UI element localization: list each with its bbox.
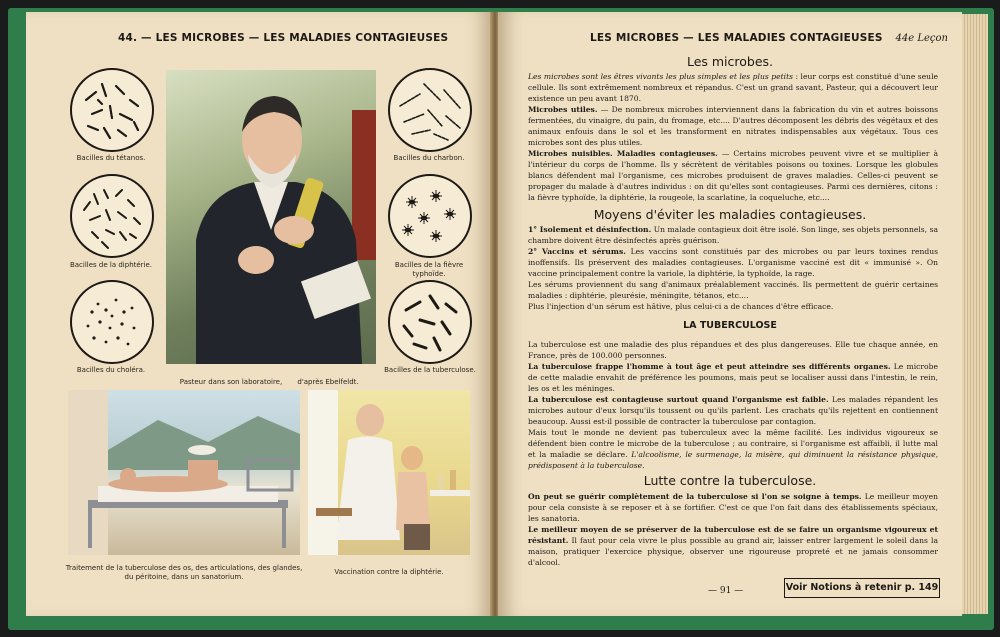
- pasteur-illustration: [166, 70, 376, 364]
- tetanos-bacilli-illustration: [70, 68, 154, 152]
- caption-pasteur: Pasteur dans son laboratoire,: [179, 378, 283, 386]
- para-microbes-utiles: Microbes utiles. — De nombreux microbes interviennent dans la fabrication du vin et autres boissons fermentées, du vinaigre, du pain, du fromage, etc.... D'autres décomposent les débris des végétaux et des animaux enfouis dans le sol et les transforment en nitrates indispensables aux végétaux. Tous ces microbes sont des plus utiles.: [528, 105, 938, 147]
- caption-vaccination: Vaccination contre la diphtérie.: [334, 568, 444, 576]
- diphterie-bacilli-illustration: [70, 174, 154, 258]
- heading-moyens: Moyens d'éviter les maladies contagieuses.: [593, 207, 867, 222]
- caption-diphterie: Bacilles de la diphtérie.: [69, 261, 153, 269]
- right-page: [498, 12, 962, 616]
- para-tuberculose-intro: La tuberculose est une maladie des plus répandues et des plus dangereuses. Elle tue chaque année, en France, près de 100.000 personnes.: [528, 340, 938, 360]
- para-tuberculose-contagieuse: La tuberculose est contagieuse surtout quand l'organisme est faible. Les malades répandent les microbes autour d'eux lorsqu'ils toussent ou qu'ils parlent. Les crachats qu'ils rejettent en contiennent beaucoup. Aussi est-il possible de contracter la tuberculose par contagion.: [528, 395, 939, 426]
- caption-credit: d'après Ebelfeldt.: [297, 378, 359, 386]
- heading-tuberculose: LA TUBERCULOSE: [683, 320, 777, 331]
- para-microbes-intro: Les microbes sont les êtres vivants les plus simples et les plus petits : leur corps est constitué d'une seule cellule. Ils sont extrêmement nombreux et répandus. C'est un grand savant, Pasteur, qui a découvert leur existence un peu avant 1870.: [528, 72, 938, 103]
- caption-cholera: Bacilles du choléra.: [76, 366, 146, 374]
- para-serums: Les sérums proviennent du sang d'animaux préalablement vaccinés. Ils permettent de guérir certaines maladies : diphtérie, pleurésie, méningite, tétanos, etc....: [528, 280, 938, 300]
- caption-charbon: Bacilles du charbon.: [393, 154, 465, 162]
- page-edges: [962, 14, 988, 614]
- caption-tuberculose: Bacilles de la tuberculose.: [384, 366, 476, 374]
- para-tuberculose-resistance: Mais tout le monde ne devient pas tuberculeux avec la même facilité. Les individus vigoureux se défendent bien contre le microbe de la tuberculose ; au contraire, si l'organisme est affaibli, il lutte mal et la maladie se déclare. L'alcoolisme, le surmenage, la misère, qui diminuent la résistance physique, prédisposent à la tuberculose.: [528, 428, 938, 470]
- charbon-bacilli-illustration: [388, 68, 472, 152]
- cholera-bacilli-illustration: [70, 280, 154, 364]
- typhoide-bacilli-illustration: [388, 174, 472, 258]
- lesson-number: 44e Leçon: [895, 33, 948, 44]
- para-isolement: 1° Isolement et désinfection. Un malade contagieux doit être isolé. Son linge, ses objets personnels, sa chambre doivent être désinfectés après guérison.: [528, 225, 938, 245]
- left-page: [26, 12, 492, 616]
- right-running-head: LES MICROBES — LES MALADIES CONTAGIEUSES: [590, 32, 883, 44]
- notions-reference-box: Voir Notions à retenir p. 149: [784, 578, 940, 598]
- caption-typhoide: Bacilles de la fièvre typhoïde.: [394, 261, 464, 278]
- page-number: — 91 —: [708, 586, 744, 596]
- para-microbes-nuisibles: Microbes nuisibles. Maladies contagieuses. — Certains microbes peuvent vivre et se multiplier à l'intérieur du corps de l'homme. Ils y sécrètent de véritables poisons ou toxines. Lorsque les globules blancs défendent mal l'organisme, ces microbes produisent de graves maladies. Celles-ci peuvent se propager du malade à d'autres individus : on dit qu'elles sont contagieuses. Parmi ces dernières, citons : la fièvre typhoïde, la diphtérie, la rougeole, la scarlatine, la coqueluche, etc....: [528, 149, 938, 202]
- sanatorium-illustration: [68, 390, 300, 555]
- para-lutte-preserver: Le meilleur moyen de se préserver de la tuberculose est de se faire un organisme vigoureux et résistant. Il faut pour cela vivre le plus possible au grand air, laisser entrer largement le soleil dans la maison, pratiquer l'exercice physique, observer une rigoureuse propreté et ne jamais consommer d'alcool.: [528, 525, 938, 567]
- vaccination-illustration: [308, 390, 470, 555]
- tuberculose-bacilli-illustration: [388, 280, 472, 364]
- caption-tetanos: Bacilles du tétanos.: [76, 154, 146, 162]
- para-tuberculose-frappe: La tuberculose frappe l'homme à tout âge et peut atteindre ses différents organes. Le microbe de cette maladie envahit de préférence les poumons, mais peut se localiser aussi dans l'intestin, le rein, les os et les méninges.: [528, 362, 938, 393]
- heading-lutte: Lutte contre la tuberculose.: [643, 473, 817, 488]
- caption-sanatorium: Traitement de la tuberculose des os, des articulations, des glandes, du péritoine, dans un sanatorium.: [65, 564, 303, 581]
- para-vaccins: 2° Vaccins et sérums. Les vaccins sont constitués par des microbes ou par leurs toxines rendus inoffensifs. Ils préservent des maladies contagieuses. L'organisme vacciné est dit « immunisé ». On vaccine principalement contre la variole, la diphtérie, la typhoïde, la rage.: [528, 247, 938, 278]
- left-running-head: 44. — LES MICROBES — LES MALADIES CONTAGIEUSES: [118, 32, 449, 44]
- heading-microbes: Les microbes.: [686, 54, 774, 69]
- para-lutte-guerir: On peut se guérir complètement de la tuberculose si l'on se soigne à temps. Le meilleur moyen pour cela consiste à se reposer et à se fortifier. C'est ce que l'on fait dans des établissements spéciaux, les sanatoria.: [528, 492, 938, 523]
- para-injection: Plus l'injection d'un sérum est hâtive, plus celui-ci a de chances d'être efficace.: [528, 302, 834, 311]
